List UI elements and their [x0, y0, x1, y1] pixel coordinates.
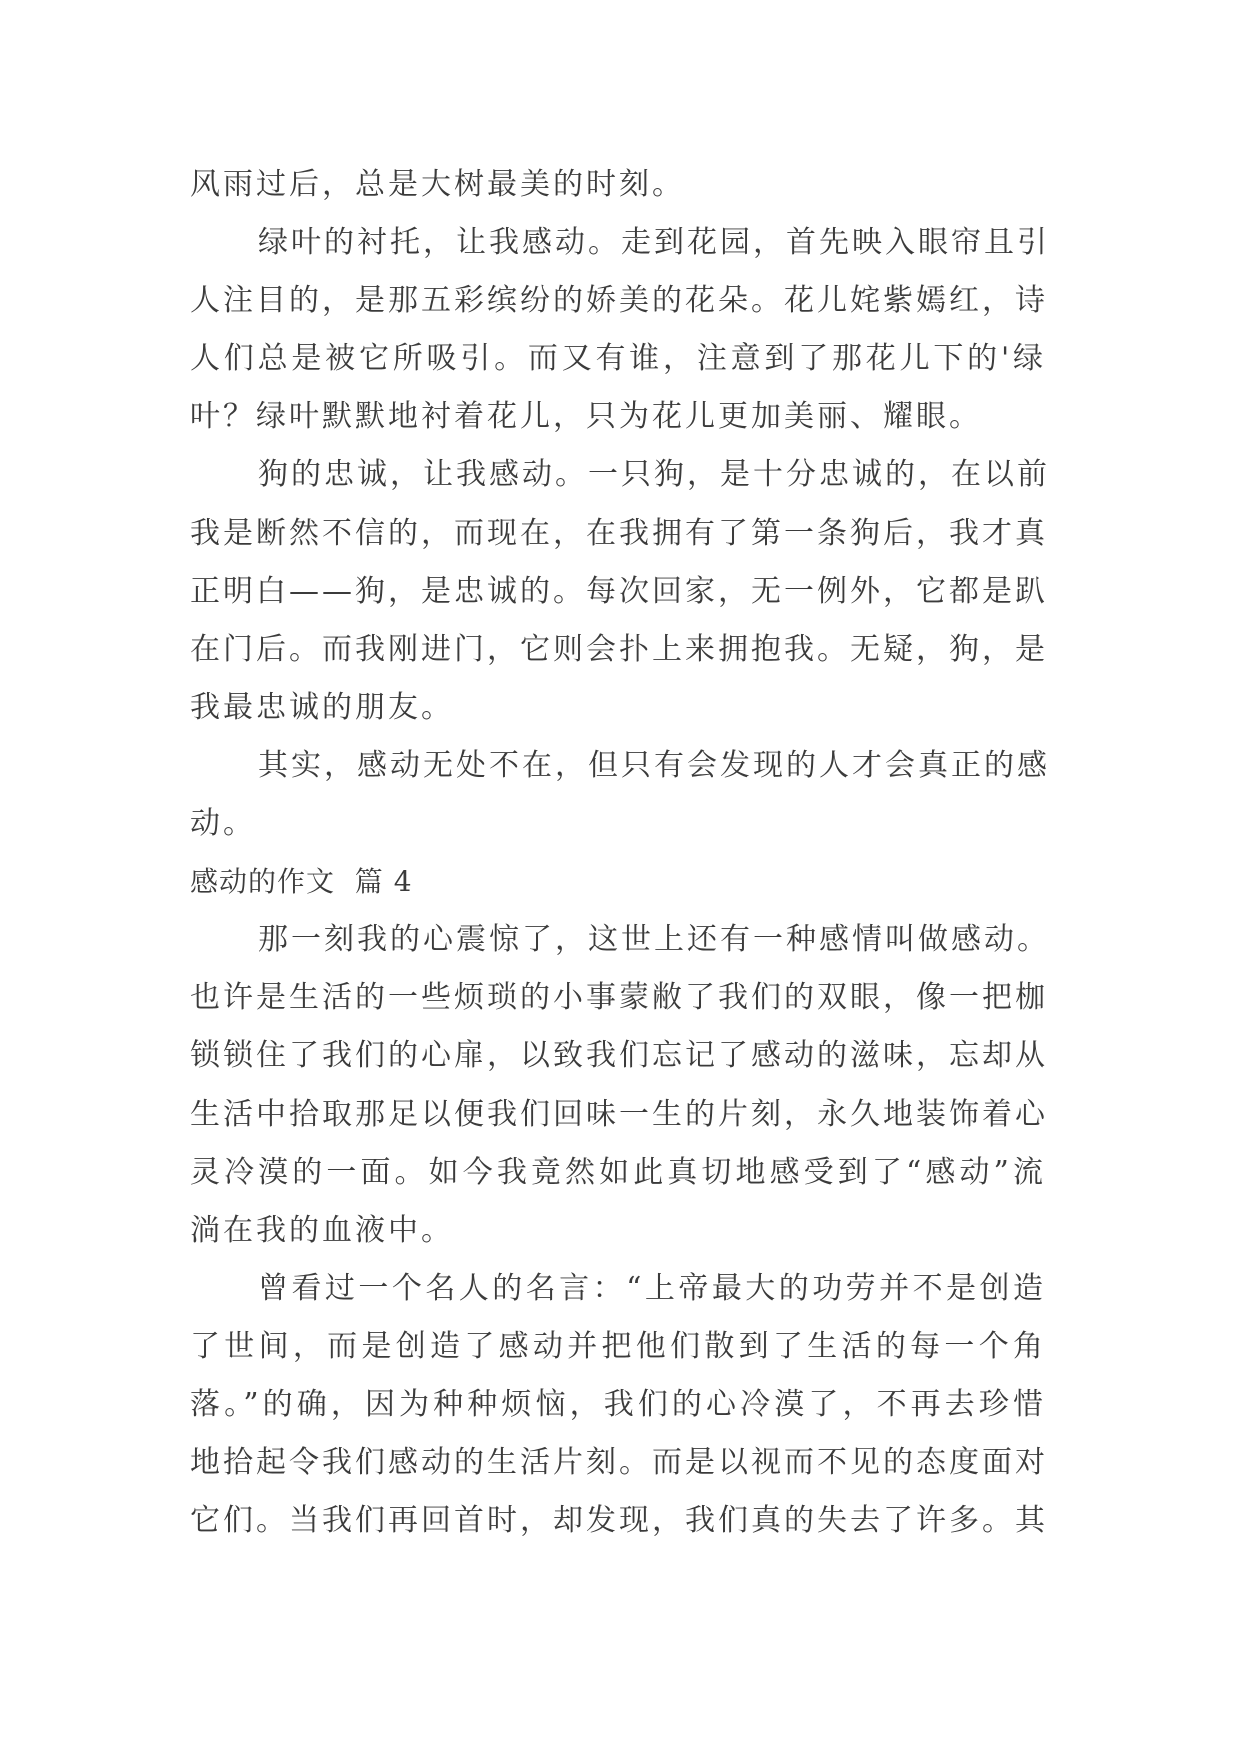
- text-line: 人们总是被它所吸引。而又有谁，注意到了那花儿下的'绿: [190, 341, 1046, 377]
- text-line: 地拾起令我们感动的生活片刻。而是以视而不见的态度面对: [190, 1445, 1048, 1481]
- document-page: [190, 156, 1050, 1550]
- paragraph-conclusion: [190, 737, 1050, 853]
- paragraph-green-leaves: [190, 214, 1050, 446]
- text-line: 叶？绿叶默默地衬着花儿，只为花儿更加美丽、耀眼。: [190, 399, 982, 435]
- text-line: 灵冷漠的一面。如今我竟然如此真切地感受到了“感动”流: [190, 1154, 1046, 1190]
- text-line: 曾看过一个名人的名言：“上帝最大的功劳并不是创造: [258, 1270, 1046, 1306]
- text-line: 那一刻我的心震惊了，这世上还有一种感情叫做感动。: [258, 922, 1050, 958]
- text-line: 其实，感动无处不在，但只有会发现的人才会真正的感: [258, 747, 1050, 783]
- continued-line: 风雨过后，总是大树最美的时刻。: [190, 167, 685, 202]
- text-line: 正明白——狗，是忠诚的。每次回家，无一例外，它都是趴: [190, 573, 1048, 609]
- text-line: 人注目的，是那五彩缤纷的娇美的花朵。花儿姹紫嫣红，诗: [190, 283, 1048, 319]
- text-line: 在门后。而我刚进门，它则会扑上来拥抱我。无疑，狗，是: [190, 631, 1048, 667]
- text-line: 了世间，而是创造了感动并把他们散到了生活的每一个角: [190, 1328, 1046, 1364]
- paragraph-dog-loyalty: [190, 446, 1050, 736]
- text-line: 淌在我的血液中。: [190, 1212, 454, 1248]
- section-heading: 感动的作文 篇 4: [190, 865, 413, 899]
- text-line: 我最忠诚的朋友。: [190, 689, 454, 725]
- text-line: 动。: [190, 806, 256, 842]
- text-line: 狗的忠诚，让我感动。一只狗，是十分忠诚的，在以前: [258, 457, 1050, 493]
- text-line: 落。”的确，因为种种烦恼，我们的心冷漠了，不再去珍惜: [190, 1386, 1046, 1422]
- text-line: 也许是生活的一些烦琐的小事蒙敝了我们的双眼，像一把枷: [190, 980, 1048, 1016]
- text-line: 它们。当我们再回首时，却发现，我们真的失去了许多。其: [190, 1503, 1048, 1539]
- text-line: 绿叶的衬托，让我感动。走到花园，首先映入眼帘且引: [258, 225, 1050, 261]
- paragraph-quote: [190, 1260, 1046, 1550]
- text-line: 生活中拾取那足以便我们回味一生的片刻，永久地装饰着心: [190, 1096, 1048, 1132]
- text-line: 我是断然不信的，而现在，在我拥有了第一条狗后，我才真: [190, 515, 1048, 551]
- text-line: 锁锁住了我们的心扉，以致我们忘记了感动的滋味，忘却从: [190, 1038, 1048, 1074]
- paragraph-moment: [190, 911, 1050, 1260]
